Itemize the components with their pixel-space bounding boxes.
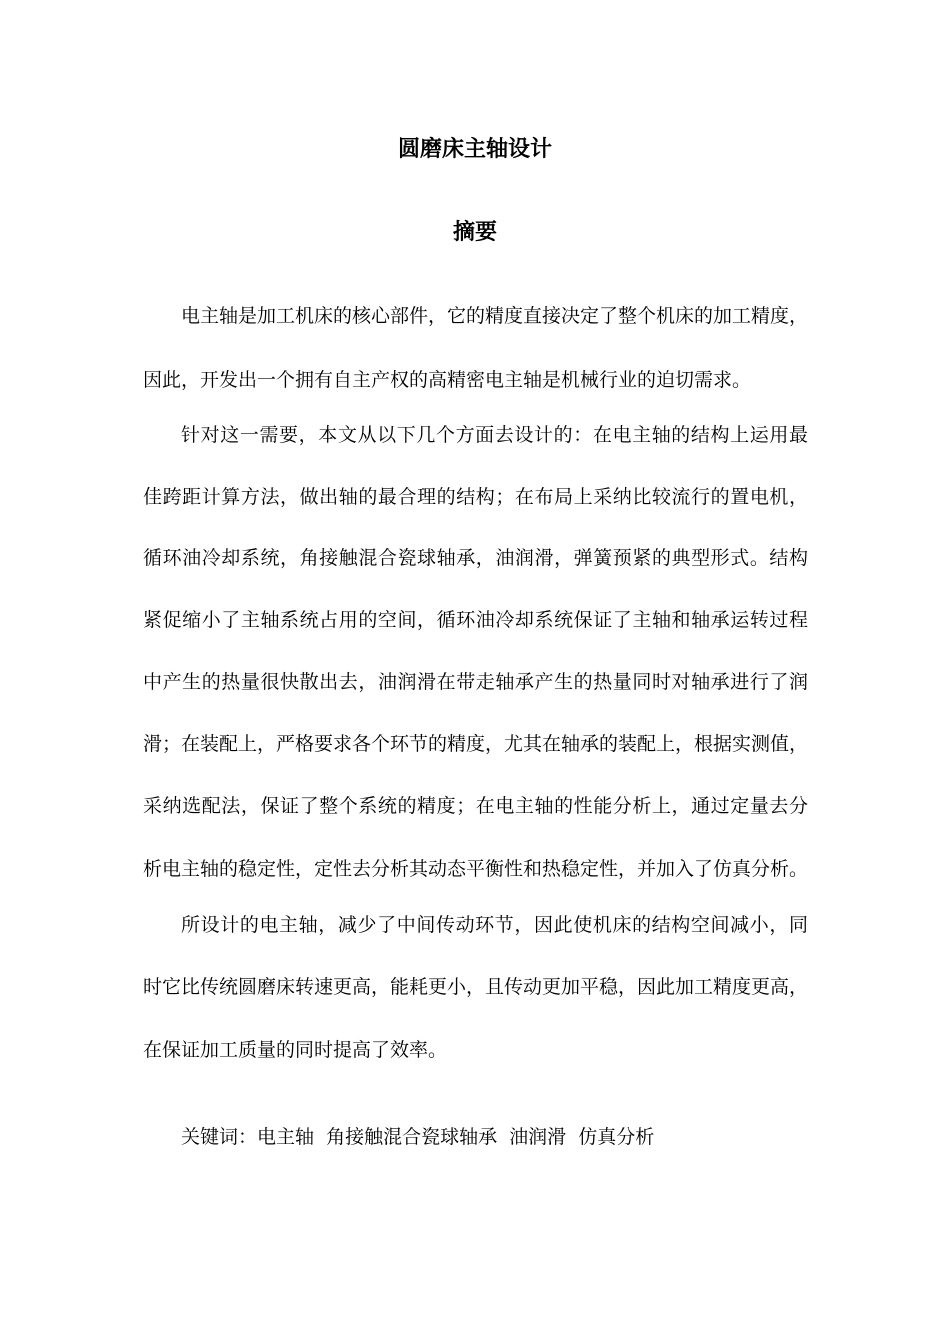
paragraph-1-line-2: 因此，开发出一个拥有自主产权的高精密电主轴是机械行业的迫切需求。 (143, 369, 752, 391)
document-title: 圆磨床主轴设计 (397, 137, 552, 162)
paragraph-2-line-7: 采纳选配法，保证了整个系统的精度；在电主轴的性能分析上，通过定量去分 (143, 795, 808, 817)
paragraph-2-line-4: 紧促缩小了主轴系统占用的空间，循环油冷却系统保证了主轴和轴承运转过程 (143, 609, 808, 631)
paragraph-2-line-2: 佳跨距计算方法，做出轴的最合理的结构；在布局上采纳比较流行的置电机， (143, 486, 808, 508)
paragraph-3-line-2: 时它比传统圆磨床转速更高，能耗更小，且传动更加平稳，因此加工精度更高， (143, 976, 809, 998)
paragraph-2-line-1: 针对这一需要，本文从以下几个方面去设计的：在电主轴的结构上运用最 (181, 424, 808, 446)
paragraph-2-line-5: 中产生的热量很快散出去，油润滑在带走轴承产生的热量同时对轴承进行了润 (143, 671, 808, 693)
paragraph-2-line-3: 循环油冷却系统，角接触混合瓷球轴承，油润滑，弹簧预紧的典型形式。结构 (143, 547, 808, 569)
paragraph-1-line-1: 电主轴是加工机床的核心部件，它的精度直接决定了整个机床的加工精度， (181, 305, 809, 327)
paragraph-3-line-1: 所设计的电主轴，减少了中间传动环节，因此使机床的结构空间减小，同 (181, 914, 808, 936)
paragraph-2-line-6: 滑；在装配上，严格要求各个环节的精度，尤其在轴承的装配上，根据实测值， (143, 733, 809, 755)
paragraph-3-line-3: 在保证加工质量的同时提高了效率。 (143, 1039, 448, 1061)
abstract-heading: 摘要 (452, 220, 497, 245)
keywords-line: 关键词：电主轴 角接触混合瓷球轴承 油润滑 仿真分析 (181, 1126, 655, 1148)
paragraph-2-line-8: 析电主轴的稳定性，定性去分析其动态平衡性和热稳定性，并加入了仿真分析。 (143, 858, 809, 880)
